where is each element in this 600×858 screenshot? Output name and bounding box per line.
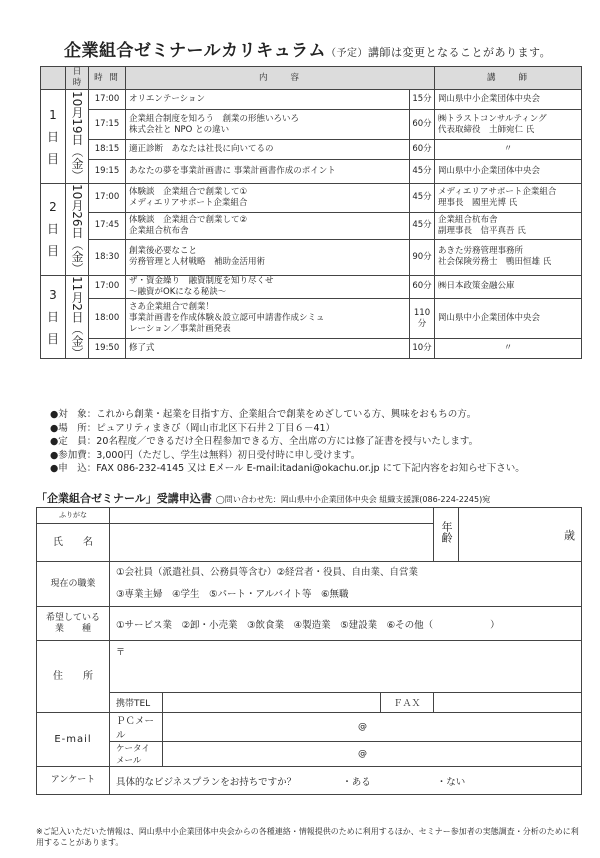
session-row — [41, 339, 582, 359]
session-content: 体験談 企業組合で創業して① メディエリアサポート企業組合 — [126, 184, 410, 213]
session-time: 17:00 — [89, 275, 126, 298]
survey-no[interactable]: ・ない — [436, 776, 466, 788]
session-minutes: 60分 — [410, 110, 435, 140]
industry-options[interactable]: ①サービス業 ②卸・小売業 ③飲食業 ④製造業 ⑤建設業 ⑥その他（ ） — [110, 607, 582, 641]
occupation-options[interactable] — [110, 562, 582, 607]
furigana-label: ふりがな — [37, 508, 110, 524]
session-lecturer: 〃 — [435, 140, 582, 160]
page-title — [64, 36, 551, 61]
session-date — [66, 275, 89, 359]
pc-mail-label: ＰＣメール — [110, 713, 163, 742]
occupation-label: 現在の職業 — [37, 562, 110, 607]
info-line: ●対 象：これから創業・起業を目指す方、企業組合で創業をめざしている方、興味をおもちの方。 — [50, 409, 477, 420]
session-date-text: 11月2日（金） — [70, 275, 84, 359]
occupation-line-1: ①会社員（派遣社員、公務員等含む）②経営者・役員、自由業、自営業 — [116, 567, 419, 578]
session-row — [41, 239, 582, 275]
day-label — [41, 275, 66, 359]
application-title — [36, 490, 490, 506]
session-time: 18:00 — [89, 298, 126, 338]
session-minutes: 90分 — [410, 239, 435, 275]
session-minutes: 60分 — [410, 140, 435, 160]
session-time: 17:00 — [89, 184, 126, 213]
session-minutes: 45分 — [410, 212, 435, 239]
session-time: 19:50 — [89, 339, 126, 359]
curriculum-body — [41, 90, 582, 359]
header-date: 日 時 — [66, 67, 89, 90]
mobile-mail-input[interactable] — [163, 742, 582, 767]
info-line: ●申 込：FAX 086-232-4145 又は Eメール E-mail:itadani@okachu.or.jp にて下記内容をお知らせ下さい。 — [50, 463, 525, 475]
session-time: 17:00 — [89, 90, 126, 110]
address-input[interactable] — [110, 641, 582, 693]
session-content: さあ企業組合で創業！ 事業計画書を作成体験＆設立認可申請書作成シミュ レーション／事業計画発表 — [126, 298, 410, 338]
day-label — [41, 90, 66, 184]
session-content: 企業組合制度を知ろう 創業の形態いろいろ 株式会社と NPO との違い — [126, 110, 410, 140]
age-label-text: 年齢 — [440, 521, 453, 543]
session-row — [41, 110, 582, 140]
day-char: 3 — [49, 288, 57, 302]
session-time: 19:15 — [89, 160, 126, 184]
title-subtitle: （予定） — [326, 48, 368, 59]
session-lecturer: 〃 — [435, 339, 582, 359]
day-char: 日 — [46, 129, 59, 144]
session-row — [41, 298, 582, 338]
age-label — [434, 508, 459, 562]
day-label — [41, 184, 66, 276]
application-form — [36, 507, 582, 795]
day-char: 日 — [46, 310, 59, 324]
curriculum-header-row — [41, 67, 582, 90]
session-content: 適正診断 あなたは社長に向いてるの — [126, 140, 410, 160]
pc-mail-input[interactable] — [163, 713, 582, 742]
session-minutes: 110分 — [410, 298, 435, 338]
curriculum-table — [40, 66, 582, 359]
header-content: 内 容 — [126, 67, 435, 90]
session-content: 創業後必要なこと 労務管理と人材戦略 補助金活用術 — [126, 239, 410, 275]
mobile-tel-input[interactable] — [163, 693, 381, 713]
mobile-mail-at: @ — [358, 749, 367, 759]
session-lecturer: あきた労務管理事務所 社会保険労務士 鴨田恒雄 氏 — [435, 239, 582, 275]
session-time: 17:15 — [89, 110, 126, 140]
mobile-mail-label: ケータイメール — [110, 742, 163, 767]
session-lecturer: メディエリアサポート企業組合 理事長 國里光博 氏 — [435, 184, 582, 213]
survey-label: アンケート — [37, 767, 110, 795]
event-info — [50, 408, 590, 476]
session-minutes: 45分 — [410, 160, 435, 184]
session-content: 体験談 企業組合で創業して② 企業組合杭布舎 — [126, 212, 410, 239]
day-char: 2 — [49, 200, 57, 215]
session-row — [41, 184, 582, 213]
session-date-text: 10月26日（金） — [70, 184, 84, 275]
info-line: ●定 員：20名程度／できるだけ全日程参加できる方、全出席の方には修了証書を授与いたします。 — [50, 436, 479, 448]
header-time: 時 間 — [89, 67, 126, 90]
header-lecturer: 講 師 — [435, 67, 582, 90]
session-minutes: 15分 — [410, 90, 435, 110]
header-day — [41, 67, 66, 90]
email-label: E-mail — [37, 713, 110, 767]
industry-label — [37, 607, 110, 641]
age-unit: 歳 — [564, 528, 575, 542]
name-input[interactable] — [110, 524, 434, 562]
session-date — [66, 184, 89, 276]
info-line: ●場 所：ピュアリティまきび（岡山市北区下石井２丁目６－41） — [50, 422, 336, 434]
title-note: 講師は変更となることがあります。 — [368, 46, 552, 59]
session-lecturer: 企業組合杭布舎 副理事長 信平真吾 氏 — [435, 212, 582, 239]
session-content: ザ・資金繰り 融資制度を知り尽くせ 〜融資がOKになる秘訣〜 — [126, 275, 410, 298]
fax-input[interactable] — [434, 693, 582, 713]
session-time: 18:30 — [89, 239, 126, 275]
info-line: ●参加費：3,000円（ただし、学生は無料）初日受付時に申し受けます。 — [50, 449, 361, 461]
day-char: 日 — [46, 222, 59, 237]
title-main: 企業組合ゼミナールカリキュラム — [64, 41, 326, 61]
pc-mail-at: @ — [358, 722, 367, 732]
age-input[interactable] — [459, 508, 582, 562]
application-title-text: 「企業組合ゼミナール」受講申込書 — [36, 492, 212, 505]
session-content: 修了式 — [126, 339, 410, 359]
postal-mark: 〒 — [116, 648, 126, 658]
address-label: 住 所 — [37, 641, 110, 713]
day-char: 目 — [46, 151, 59, 166]
application-contact: ◯問い合わせ先：岡山県中小企業団体中央会 組織支援課(086-224-2245)宛 — [215, 495, 491, 504]
mobile-tel-label: 携帯TEL — [110, 693, 163, 713]
session-content: オリエンテーション — [126, 90, 410, 110]
day-char: 1 — [49, 107, 57, 122]
session-lecturer: 岡山県中小企業団体中央会 — [435, 298, 582, 338]
name-label: 氏 名 — [37, 524, 110, 562]
occupation-line-2: ③専業主婦 ④学生 ⑤パート・アルバイト等 ⑥無職 — [116, 589, 349, 600]
session-minutes: 45分 — [410, 184, 435, 213]
session-content: あなたの夢を事業計画書に 事業計画書作成のポイント — [126, 160, 410, 184]
footer-note: ※ご記入いただいた情報は、岡山県中小企業団体中央会からの各種連絡・情報提供のために利用するほか、セミナー参加者の実態調査・分析のために利用することがあります。 — [36, 827, 579, 847]
furigana-input[interactable] — [110, 508, 434, 524]
fax-label: ＦＡＸ — [381, 693, 434, 713]
session-lecturer: 岡山県中小企業団体中央会 — [435, 160, 582, 184]
session-lecturer: 岡山県中小企業団体中央会 — [435, 90, 582, 110]
session-minutes: 10分 — [410, 339, 435, 359]
day-char: 目 — [46, 332, 59, 346]
survey-row[interactable] — [110, 767, 582, 795]
session-row — [41, 90, 582, 110]
day-char: 目 — [46, 244, 59, 259]
session-row — [41, 212, 582, 239]
session-row — [41, 160, 582, 184]
survey-question: 具体的なビジネスプランをお持ちですか？ — [116, 776, 297, 788]
session-time: 17:45 — [89, 212, 126, 239]
session-row — [41, 140, 582, 160]
session-lecturer: ㈱日本政策金融公庫 — [435, 275, 582, 298]
session-time: 18:15 — [89, 140, 126, 160]
industry-label-text: 希望している業 種 — [45, 612, 100, 634]
session-lecturer: ㈱トラストコンサルティング 代表取締役 土師宛仁 氏 — [435, 110, 582, 140]
session-date-text: 10月19日（金） — [70, 91, 84, 182]
session-date — [66, 90, 89, 184]
session-row — [41, 275, 582, 298]
survey-yes[interactable]: ・ある — [342, 776, 371, 788]
session-minutes: 60分 — [410, 275, 435, 298]
